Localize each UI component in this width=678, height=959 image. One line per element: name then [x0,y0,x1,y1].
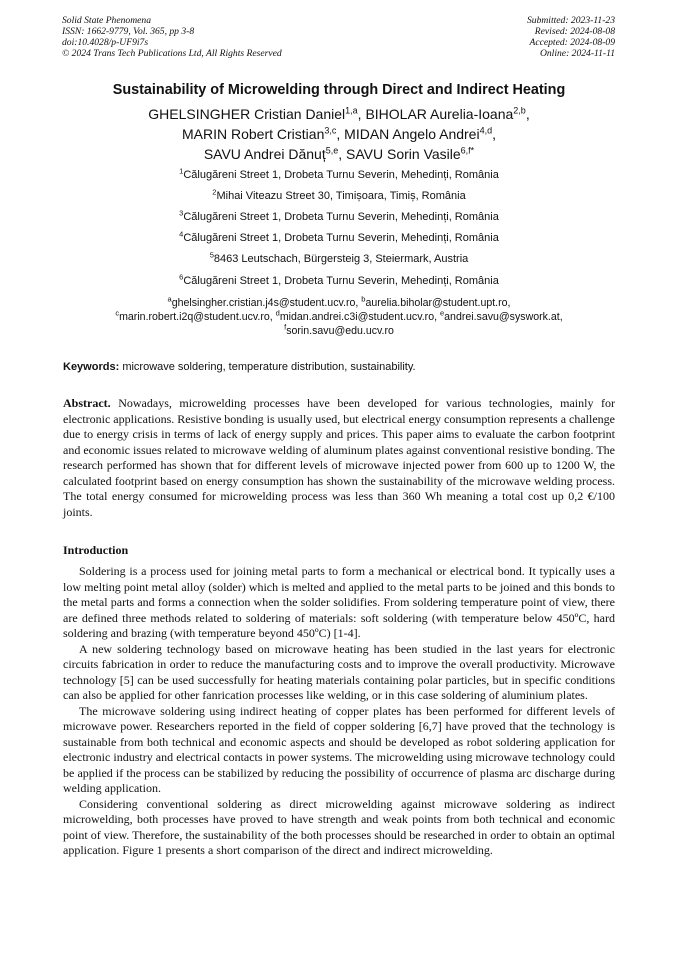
abstract-paragraph [63,396,615,520]
author-sep: , [357,106,366,122]
author-sep: , [336,126,345,142]
affiliation-text: Călugăreni Street 1, Drobeta Turnu Severin, Mehedinți, România [183,169,499,181]
author-sup: 1,a [345,105,358,116]
author-name: SAVU Sorin Vasile [346,146,461,162]
intro-paragraph: Soldering is a process used for joining metal parts to form a mechanical or electrical bond. It typically uses a low melting point metal alloy (solder) which is melted and applied to the metal parts to be joined and this bonds to the metal parts and forms a connection when the solder solidifies. From soldering temperature point of view, there are defined three methods related to soldering of materials: soft soldering (with temperature below 450ºC, hard soldering and brazing (with temperature beyond 450ºC) [1-4]. [63,564,615,640]
author-line-2 [0,124,678,144]
email-line-3 [0,324,678,338]
affiliation-6 [0,274,678,288]
affiliation-num: 3 [179,208,184,218]
email-b[interactable]: aurelia.biholar@student.upt.ro, [365,297,511,309]
author-name: SAVU Andrei Dănuț [203,146,326,162]
author-sep: , [492,126,496,142]
email-f[interactable]: sorin.savu@edu.ucv.ro [286,325,394,337]
intro-paragraph: A new soldering technology based on microwave heating has been studied in the last years for electronic circuits fabrication in order to reduce the manufacturing costs and to improve the overall productivity. Microwave technology [5] can be used successfully for heating materials containing polar particles, but in specific conditions can also be applied for other fanrication processes like welding, or in this case soldering of aluminium plates. [63,641,615,702]
accepted-date: Accepted: 2024-08-09 [529,37,615,48]
email-d[interactable]: midan.andrei.c3i@student.ucv.ro, [279,311,438,323]
affiliation-num: 2 [212,187,217,197]
abstract-label: Abstract. [63,396,111,410]
email-sup: b [361,294,366,304]
section-heading-introduction: Introduction [63,543,129,557]
introduction-body [63,564,615,859]
affiliation-3 [0,210,678,224]
author-name: MARIN Robert Cristian [182,126,325,142]
abstract [63,396,615,520]
online-date: Online: 2024-11-11 [539,48,615,59]
affiliation-num: 4 [179,229,184,239]
abstract-text: Nowadays, microwelding processes have been developed for various technologies, mainly for electronic applications. Resistive bonding is usually used, but electrical energy consumption represents a challenge due to energy crisis in terms of lack of energy supply and prices. This paper aims to evaluate the carbon footprint and economic issues related to microwave welding of aluminum plates against conventional resistive bonding. The research performed has shown that for different levels of microwave injected power from 600 up to 1200 W, the calculated footprint based on energy consumption has shown the sustainability of the microwave welding process. The total energy consumed for microwelding process was less than 360 Wh meaning a total cost up 0,2 €/100 joints. [63,396,615,519]
author-line-1 [0,104,678,124]
affiliation-4 [0,231,678,245]
author-sup: 6,f* [460,145,475,156]
email-sup: f [284,322,287,332]
affiliation-text: 8463 Leutschach, Bürgersteig 3, Steiermark, Austria [213,253,469,265]
email-e[interactable]: andrei.savu@syswork.at, [444,311,563,323]
submitted-date: Submitted: 2023-11-23 [526,15,615,26]
author-list [0,104,678,164]
affiliation-text: Călugăreni Street 1, Drobeta Turnu Severin, Mehedinți, România [183,275,499,287]
intro-paragraph: The microwave soldering using indirect heating of copper plates has been performed for different levels of microwave power. Researchers reported in the field of copper soldering [6,7] have proved that the technology is sustainable from both technical and economic aspects and should be developed as robot soldering application for electronic industry and electrical contacts in power systems. The microwelding using microwave technology could be applied if the process can be stabilized by reducing the possibility of occurrence of plasma arc discharge during welding application. [63,703,615,795]
affiliation-text: Călugăreni Street 1, Drobeta Turnu Severin, Mehedinți, România [183,232,499,244]
email-sup: e [439,308,445,318]
journal-name: Solid State Phenomena [62,15,151,26]
email-a[interactable]: ghelsingher.cristian.j4s@student.ucv.ro, [171,297,359,309]
email-line-1 [0,296,678,310]
paper-title: Sustainability of Microwelding through Direct and Indirect Heating [112,82,566,98]
affiliation-text: Mihai Viteazu Street 30, Timișoara, Timiș, România [216,190,466,202]
affiliation-5 [0,252,678,266]
copyright: © 2024 Trans Tech Publications Ltd, All Rights Reserved [62,48,282,59]
intro-paragraph: Considering conventional soldering as direct microwelding against microwave soldering as indirect microwelding, both processes have proved to have strength and weak points from both technical and economic point of view. Therefore, the sustainability of the both processes should be researched in order to obtain an optimal application. Figure 1 presents a short comparison of the direct and indirect microwelding. [63,796,615,857]
keywords-label: Keywords: [63,361,120,373]
affiliation-num: 5 [209,250,214,260]
email-sup: c [115,308,120,318]
affiliation-2 [0,189,678,203]
email-c[interactable]: marin.robert.i2q@student.ucv.ro, [119,311,273,323]
affiliation-1 [0,168,678,182]
keywords-text: microwave soldering, temperature distribution, sustainability. [122,361,416,373]
email-line-2 [0,310,678,324]
author-sup: 3,c [324,125,337,136]
email-sup: a [167,294,172,304]
keywords [63,361,416,373]
author-name: GHELSINGHER Cristian Daniel [148,106,346,122]
author-sep: , [338,146,347,162]
author-name: BIHOLAR Aurelia-Ioana [365,106,514,122]
author-sep: , [525,106,530,122]
author-sup: 4,d [479,125,493,136]
author-name: MIDAN Angelo Andrei [344,126,480,142]
issn: ISSN: 1662-9779, Vol. 365, pp 3-8 [62,26,195,37]
author-line-3 [0,144,678,164]
affiliation-text: Călugăreni Street 1, Drobeta Turnu Severin, Mehedinți, România [183,211,499,223]
doi: doi:10.4028/p-UF9i7s [62,37,149,48]
email-sup: d [275,308,280,318]
author-sup: 2,b [513,105,526,116]
author-sup: 5,e [325,145,339,156]
email-list [0,296,678,338]
journal-header-right [527,15,615,59]
revised-date: Revised: 2024-08-08 [534,26,615,37]
affiliation-num: 6 [179,272,184,282]
journal-header-left [62,15,282,59]
affiliation-num: 1 [179,166,184,176]
